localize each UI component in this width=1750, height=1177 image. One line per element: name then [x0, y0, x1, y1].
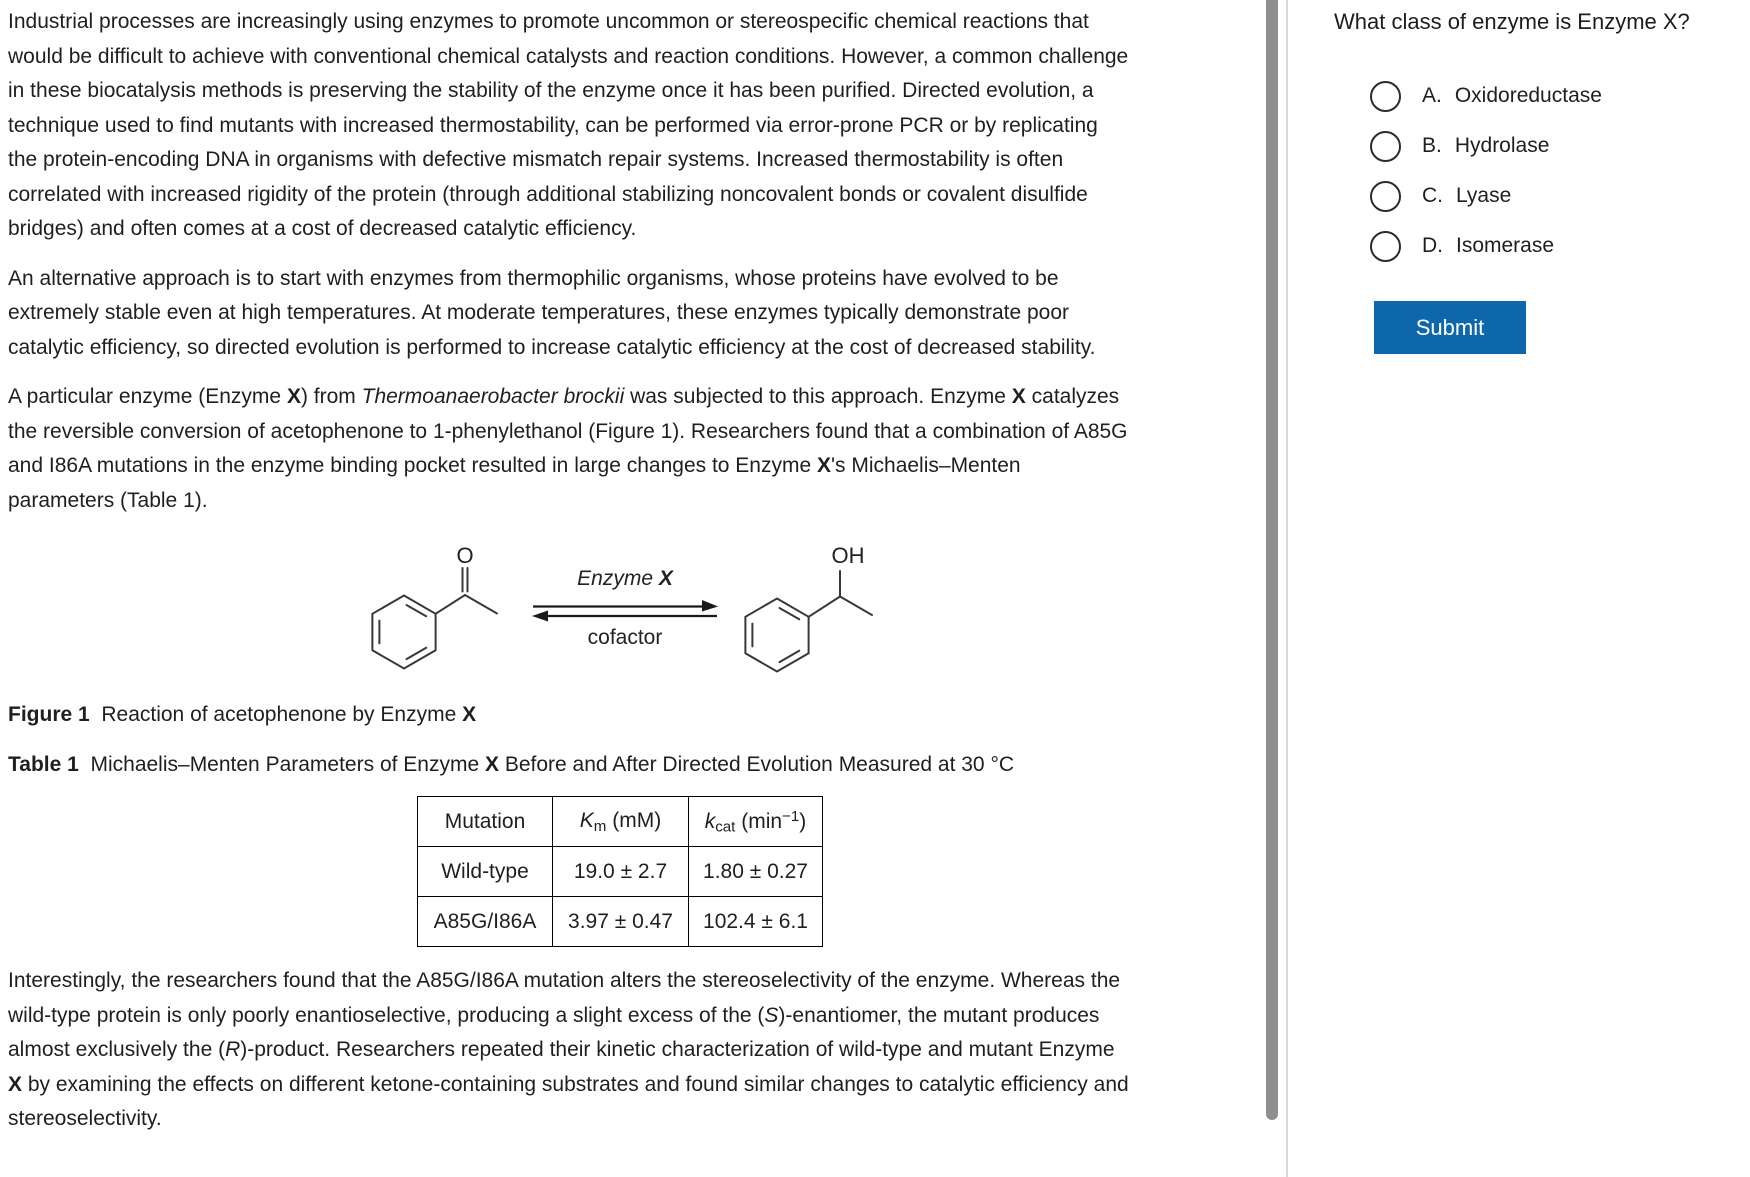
carbonyl-oxygen-label: O	[456, 543, 474, 568]
acetophenone-structure	[372, 568, 497, 669]
table-cell-km: 3.97 ± 0.47	[553, 897, 689, 947]
figure-1-reaction-scheme	[360, 533, 900, 683]
option-b[interactable]	[1370, 121, 1602, 171]
passage-paragraph-2: An alternative approach is to start with enzymes from thermophilic organisms, whose proteins have evolved to be extremely stable even at high temperatures. At moderate temperatures, these enzymes typically demonstrate poor catalytic efficiency, so directed evolution is performed to increase catalytic efficiency at the cost of decreased stability.	[8, 266, 1096, 359]
submit-button[interactable]: Submit	[1374, 301, 1526, 354]
option-c-letter: C.	[1422, 184, 1443, 207]
radio-button-d[interactable]	[1370, 231, 1401, 262]
option-c[interactable]	[1370, 171, 1602, 221]
table-row-mutant	[418, 897, 823, 947]
table-header-mutation: Mutation	[418, 797, 553, 847]
equilibrium-arrows	[532, 600, 718, 622]
passage-pane	[8, 5, 1130, 1152]
enzyme-x-label: Enzyme X	[577, 567, 673, 590]
michaelis-menten-table	[417, 796, 823, 947]
table-cell-km: 19.0 ± 2.7	[553, 847, 689, 897]
option-c-label: Lyase	[1456, 184, 1512, 207]
table-cell-mutation: Wild-type	[418, 847, 553, 897]
question-text: What class of enzyme is Enzyme X?	[1334, 9, 1690, 34]
option-a-label: Oxidoreductase	[1454, 84, 1602, 107]
table-cell-kcat: 102.4 ± 6.1	[689, 897, 823, 947]
table-header-row	[418, 797, 823, 847]
option-d-label: Isomerase	[1456, 234, 1555, 257]
radio-button-a[interactable]	[1370, 81, 1401, 112]
radio-button-b[interactable]	[1370, 131, 1401, 162]
passage-paragraph-1: Industrial processes are increasingly using enzymes to promote uncommon or stereospecific chemical reactions that would be difficult to achieve with conventional chemical catalysts and reaction conditions. However, a common challenge in these biocatalysis methods is preserving the stability of the enzyme once it has been purified. Directed evolution, a technique used to find mutants with increased thermostability, can be performed via error-prone PCR or by replicating the protein-encoding DNA in organisms with defective mismatch repair systems. Increased thermostability is often correlated with increased rigidity of the protein (through additional stabilizing noncovalent bonds or covalent disulfide bridges) and often comes at a cost of decreased catalytic efficiency.	[8, 10, 1129, 240]
passage-paragraph-3: A particular enzyme (Enzyme X) from Thermoanaerobacter brockii was subjected to this approach. Enzyme X catalyzes the reversible conversion of acetophenone to 1-phenylethanol (Figure 1). Researchers found that a combination of A85G and I86A mutations in the enzyme binding pocket resulted in large changes to Enzyme X's Michaelis–Menten parameters (Table 1).	[8, 385, 1128, 512]
figure-caption: Figure 1 Reaction of acetophenone by Enzyme X	[8, 703, 477, 726]
option-a[interactable]	[1370, 71, 1602, 121]
table-header-kcat: $k_{cat}$ $(\min^{-1})$	[689, 797, 823, 847]
option-b-letter: B.	[1422, 134, 1442, 157]
phenylethanol-structure	[745, 571, 872, 672]
table-cell-mutation: A85G/I86A	[418, 897, 553, 947]
scrollbar-thumb[interactable]	[1266, 0, 1278, 1120]
hydroxyl-label: OH	[831, 543, 865, 568]
option-d[interactable]	[1370, 221, 1602, 271]
option-b-label: Hydrolase	[1454, 134, 1550, 157]
radio-button-c[interactable]	[1370, 181, 1401, 212]
cofactor-label: cofactor	[587, 626, 663, 649]
option-d-letter: D.	[1422, 234, 1443, 257]
option-a-letter: A.	[1422, 84, 1442, 107]
answer-options	[1370, 71, 1602, 271]
table-cell-kcat: 1.80 ± 0.27	[689, 847, 823, 897]
passage-paragraph-4: Interestingly, the researchers found that the A85G/I86A mutation alters the stereoselectivity of the enzyme. Whereas the wild-type protein is only poorly enantioselective, producing a slight excess of the (S)-enantiomer, the mutant produces almost exclusively the (R)-product. Researchers repeated their kinetic characterization of wild-type and mutant Enzyme X by examining the effects on different ketone-containing substrates and found similar changes to catalytic efficiency and stereoselectivity.	[8, 969, 1129, 1130]
table-header-km: $K_m$ (mM)	[553, 797, 689, 847]
question-pane	[1288, 0, 1750, 1177]
table-caption: Table 1 Michaelis–Menten Parameters of Enzyme X Before and After Directed Evolution Measured at 30 °C	[8, 752, 1015, 776]
reaction-scheme-drawing	[360, 533, 900, 683]
table-row-wild-type	[418, 847, 823, 897]
